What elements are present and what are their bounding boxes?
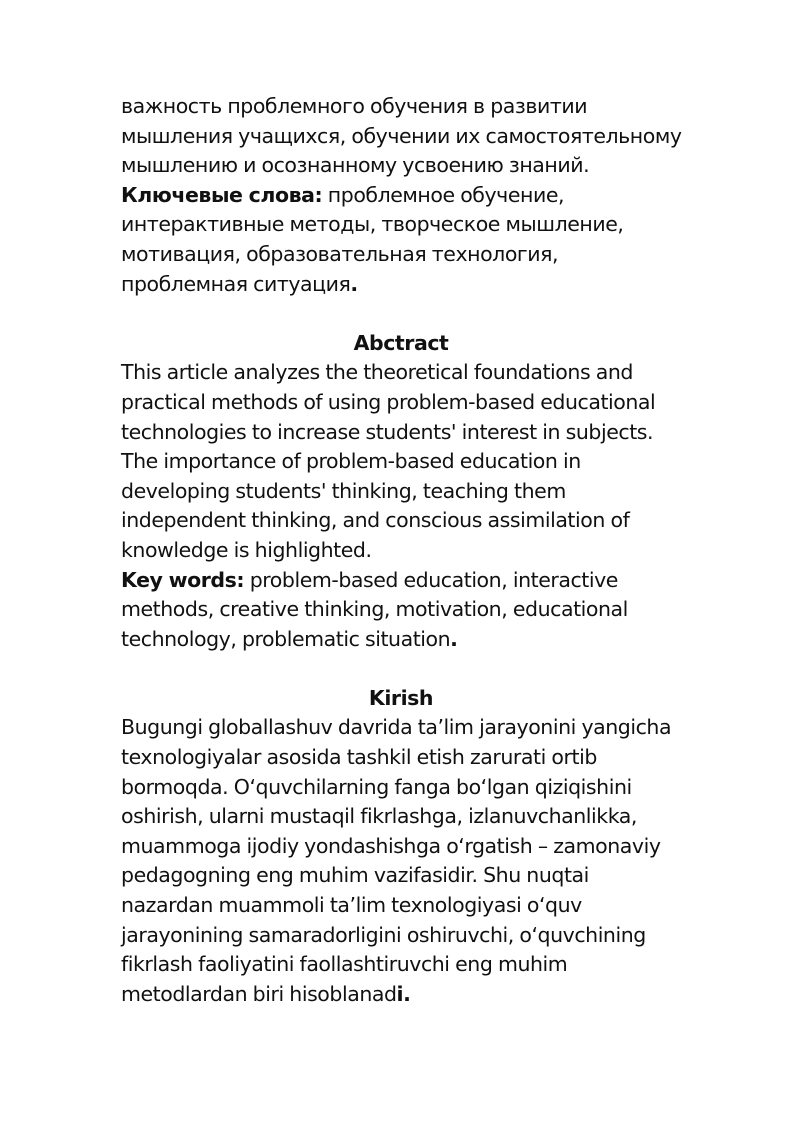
ru-keywords-period: . <box>350 271 358 296</box>
en-abstract-line: This article analyzes the theoretical foundations and <box>121 360 633 385</box>
en-abstract-line: independent thinking, and conscious assimilation of <box>121 508 630 533</box>
intro-line: Bugungi globallashuv davrida ta’lim jarayonini yangicha <box>121 715 672 740</box>
en-keywords-text: technology, problematic situation <box>121 626 451 651</box>
spacer <box>121 299 681 329</box>
en-abstract-line: practical methods of using problem-based educational <box>121 389 656 414</box>
en-keywords-label: Key words: <box>121 567 245 592</box>
intro-section <box>121 684 681 1010</box>
en-abstract-line: The importance of problem-based education in <box>121 449 581 474</box>
intro-bold-ending: i. <box>396 981 411 1006</box>
en-keywords-period: . <box>450 626 458 651</box>
ru-abstract-line: мышлению и осознанному усвоению знаний. <box>121 153 590 178</box>
spacer <box>121 654 681 684</box>
en-abstract-line: developing students' thinking, teaching them <box>121 478 566 503</box>
ru-keywords-line: интерактивные методы, творческое мышление, <box>121 212 624 237</box>
intro-last-line <box>121 980 681 1010</box>
ru-abstract <box>121 92 681 299</box>
ru-abstract-line: мышления учащихся, обучении их самостоятельному <box>121 123 682 148</box>
en-abstract-heading: Abctract <box>353 330 449 355</box>
en-abstract-line: technologies to increase students' interest in subjects. <box>121 419 654 444</box>
intro-line: pedagogning eng muhim vazifasidir. Shu nuqtai <box>121 863 589 888</box>
ru-keywords-text: проблемная ситуация <box>121 271 351 296</box>
document-page <box>121 92 681 1009</box>
en-abstract <box>121 329 681 655</box>
intro-text: metodlardan biri hisoblanad <box>121 981 397 1006</box>
intro-line: texnologiyalar asosida tashkil etish zarurati ortib <box>121 745 597 770</box>
en-abstract-line: knowledge is highlighted. <box>121 537 372 562</box>
ru-keywords-text: проблемное обучение, <box>322 182 565 207</box>
ru-abstract-line: важность проблемного обучения в развитии <box>121 94 588 118</box>
ru-keywords-label: Ключевые слова: <box>121 182 323 207</box>
intro-line: oshirish, ularni mustaqil fikrlashga, izlanuvchanlikka, <box>121 804 637 829</box>
intro-line: fikrlash faoliyatini faollashtiruvchi eng muhim <box>121 952 568 977</box>
en-keywords-text: problem-based education, interactive <box>244 567 618 592</box>
intro-heading: Kirish <box>368 685 434 710</box>
ru-keywords-first-line <box>121 181 681 211</box>
ru-keywords-line: мотивация, образовательная технология, <box>121 241 559 266</box>
intro-line: jarayonining samaradorligini oshiruvchi, o‘quvchining <box>121 922 646 947</box>
intro-line: muammoga ijodiy yondashishga o‘rgatish – zamonaviy <box>121 833 661 858</box>
en-keywords-line: methods, creative thinking, motivation, educational <box>121 597 628 622</box>
en-keywords-first-line <box>121 566 681 596</box>
en-keywords-last-line <box>121 625 681 655</box>
intro-line: bormoqda. O‘quvchilarning fanga bo‘lgan qiziqishini <box>121 774 632 799</box>
ru-keywords-last-line <box>121 270 681 300</box>
intro-line: nazardan muammoli ta’lim texnologiyasi o‘quv <box>121 893 582 918</box>
